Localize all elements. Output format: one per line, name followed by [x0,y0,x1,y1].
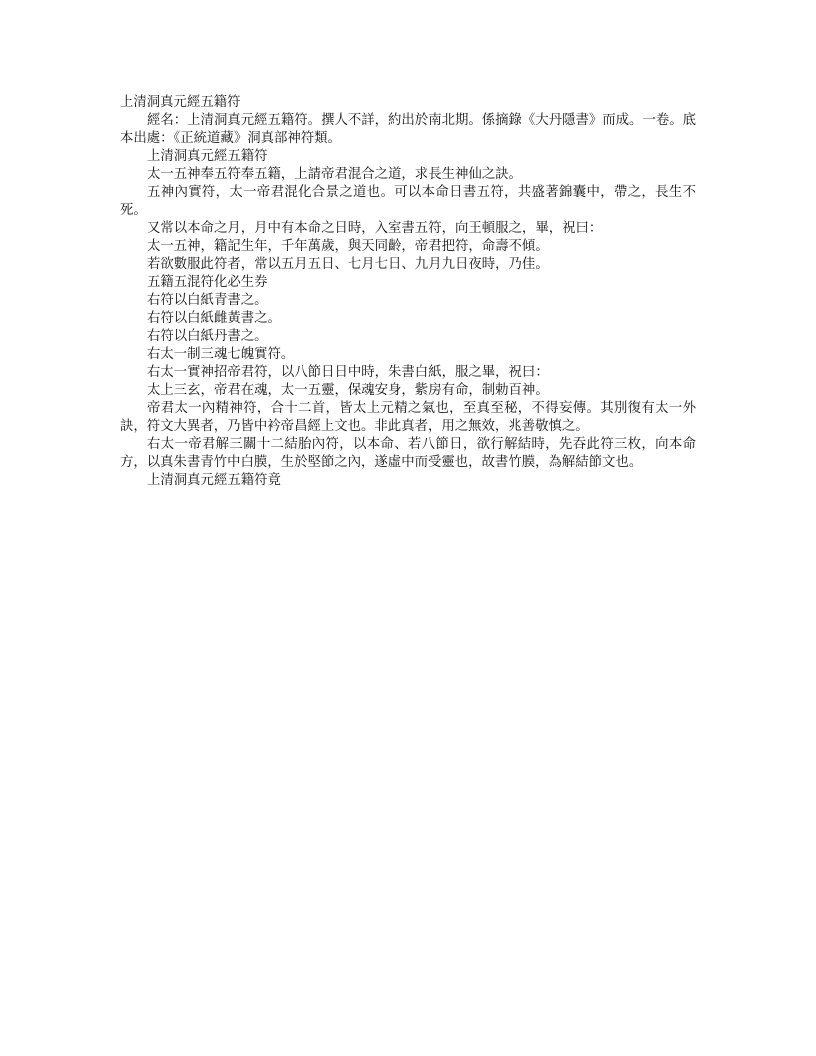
closing-line: 上清洞真元經五籍符竟 [147,473,281,488]
section-heading: 五籍五混符化必生券 [147,275,268,290]
text-paragraph: 若欲數服此符者，常以五月五日、七月七日、九月九日夜時，乃佳。 [147,257,549,272]
scripture-heading: 上清洞真元經五籍符 [147,149,268,164]
text-paragraph: 右太一帝君解三關十二結胎內符，以本命、若八節日，欲行解結時，先吞此符三枚，向本命方，以真朱書青竹中白膜，生於堅節之內，遂虛中而受靈也，故書竹膜，為解結節文也。 [120,437,696,470]
talisman-note: 右符以白紙雌黃書之。 [147,311,281,326]
incantation-paragraph: 太一五神，籍記生年，千年萬歲，與天同齡，帝君把符，命壽不傾。 [147,239,549,254]
text-paragraph: 右太一實神招帝君符，以八節日日中時，朱書白紙，服之畢，祝曰： [147,365,549,380]
document-page [120,94,696,490]
text-paragraph: 五神內實符，太一帝君混化合景之道也。可以本命日書五符，共盛著錦囊中，帶之，長生不死。 [120,185,696,218]
text-paragraph: 又常以本命之月，月中有本命之日時，入室書五符，向王頓服之，畢，祝曰： [147,221,603,236]
talisman-note: 右太一制三魂七魄實符。 [147,347,295,362]
scripture-info-paragraph: 經名：上清洞真元經五籍符。撰人不詳，約出於南北期。係摘錄《大丹隱書》而成。一卷。底本出處：《正統道藏》洞真部神符類。 [120,113,697,146]
incantation-paragraph: 太上三玄，帝君在魂，太一五靈，保魂安身，紫房有命，制勅百神。 [147,383,549,398]
text-paragraph: 帝君太一內精神符，合十二首，皆太上元精之氣也，至真至秘，不得妄傳。其別復有太一外訣，符文大異者，乃皆中衿帝昌經上文也。非此真者，用之無效，兆善敬慎之。 [120,401,696,434]
talisman-note: 右符以白紙丹書之。 [147,329,268,344]
talisman-note: 右符以白紙青書之。 [147,293,268,308]
text-paragraph: 太一五神奉五符奉五籍，上請帝君混合之道，求長生神仙之訣。 [147,167,522,182]
document-title: 上清洞真元經五籍符 [120,95,241,110]
